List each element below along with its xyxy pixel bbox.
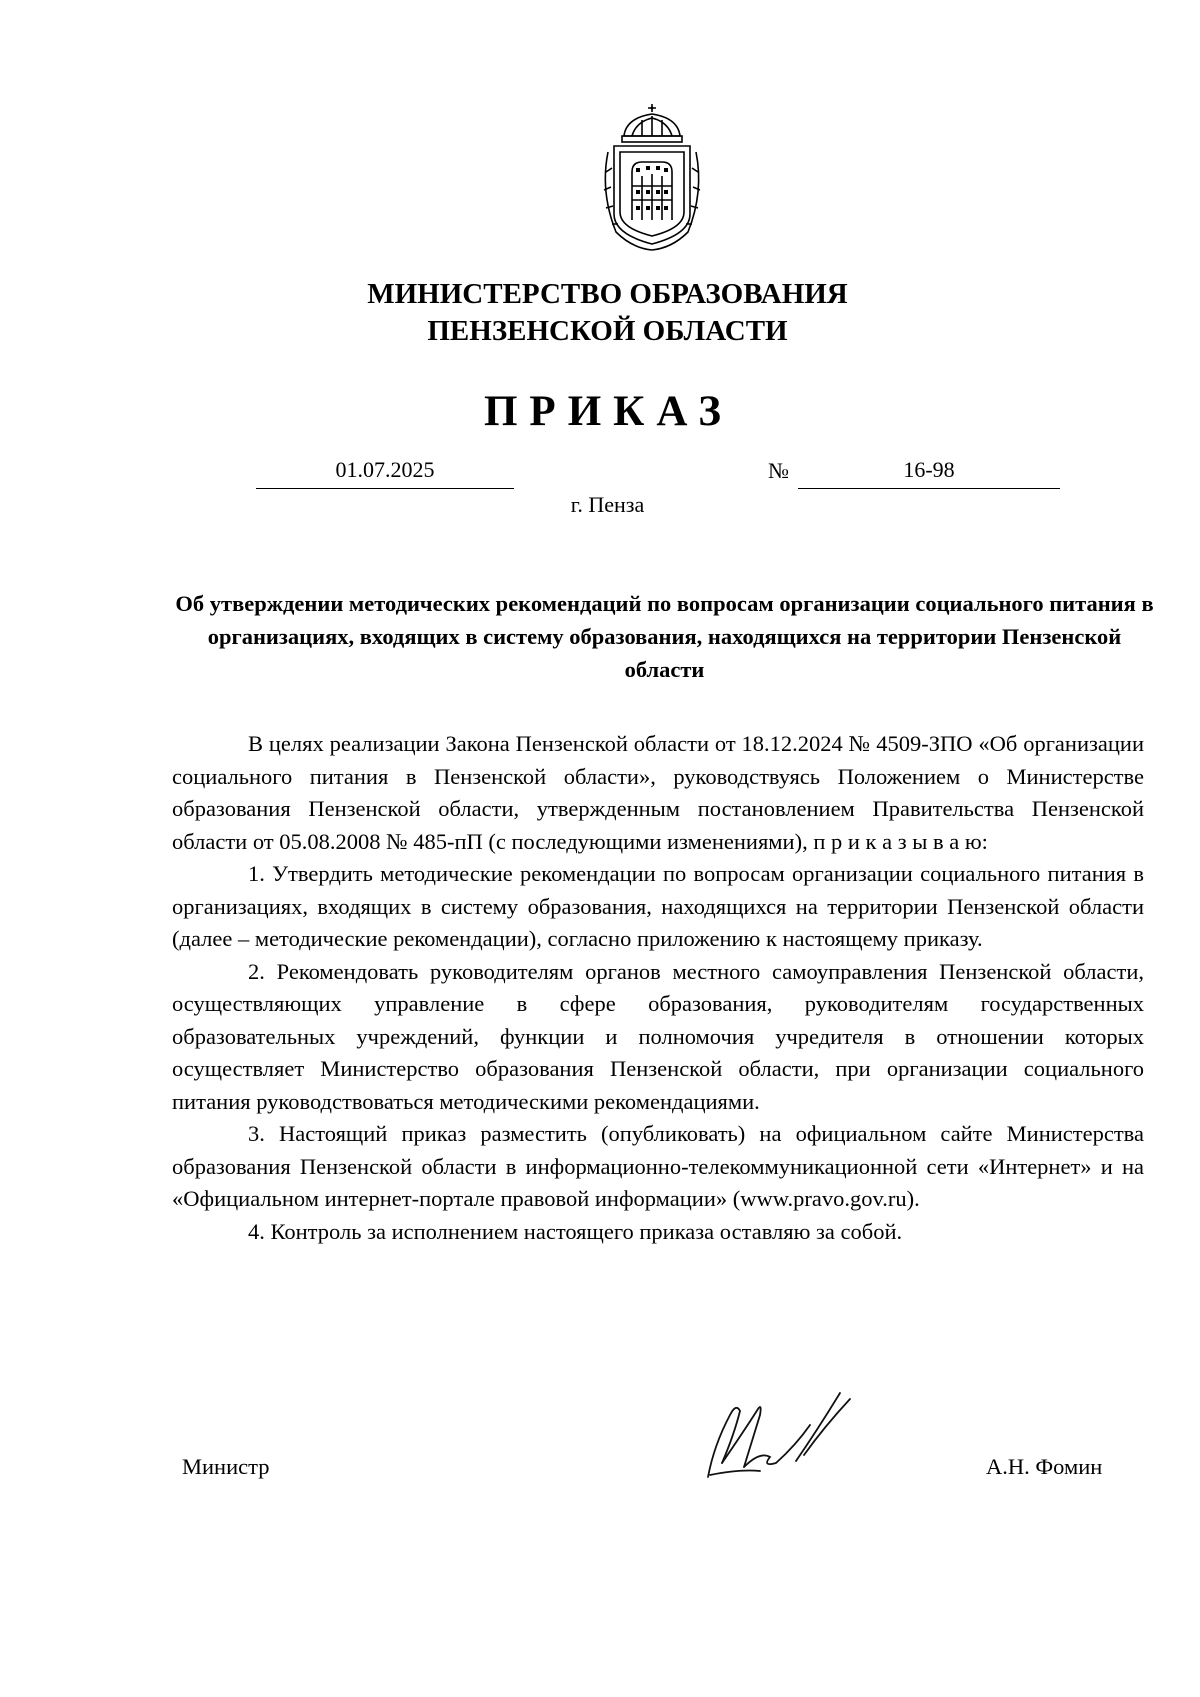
ministry-line-2: ПЕНЗЕНСКОЙ ОБЛАСТИ: [427, 315, 788, 347]
ministry-line-1: МИНИСТЕРСТВО ОБРАЗОВАНИЯ: [367, 278, 848, 310]
document-number: 16-98: [798, 456, 1060, 489]
body-item-4: 4. Контроль за исполнением настоящего приказа оставляю за собой.: [248, 1218, 903, 1244]
document-body: [172, 728, 1144, 1248]
ministry-name: [0, 276, 1200, 350]
body-item-2: 2. Рекомендовать руководителям органов местного самоуправления Пензенской области, осуществляющих управление в сфере образования, руководителям государственных образовательных учреждений, функции и полномочия учредителя в отношении которых осуществляет Министерство образования Пензенской области, при организации социального питания руководствоваться методическими рекомендациями.: [172, 958, 1144, 1114]
document-date: 01.07.2025: [256, 456, 514, 489]
coat-of-arms-icon: [596, 102, 708, 254]
signatory-name: А.Н. Фомин: [986, 1454, 1103, 1479]
signatory-title: Министр: [182, 1454, 270, 1479]
body-item-3: 3. Настоящий приказ разместить (опубликовать) на официальном сайте Министерства образования Пензенской области в информационно-телекоммуникационной сети «Интернет» и на «Официальном интернет-портале правовой информации» (www.pravo.gov.ru).: [172, 1121, 1144, 1211]
document-city: г. Пенза: [570, 492, 645, 517]
number-sign: №: [768, 458, 789, 483]
document-type-title: ПРИКАЗ: [483, 388, 734, 435]
handwritten-signature-icon: [700, 1385, 860, 1485]
body-intro: В целях реализации Закона Пензенской области от 18.12.2024 № 4509-ЗПО «Об организации социального питания в Пензенской области», руководствуясь Положением о Министерстве образования Пензенской области, утвержденным постановлением Правительства Пензенской области от 05.08.2008 № 485-пП (с последующими изменениями), п р и к а з ы в а ю:: [172, 731, 1144, 854]
body-item-1: 1. Утвердить методические рекомендации по вопросам организации социального питания в организациях, входящих в систему образования, находящихся на территории Пензенской области (далее – методические рекомендации), согласно приложению к настоящему приказу.: [172, 861, 1144, 951]
document-subject: Об утверждении методических рекомендаций по вопросам организации социального питания в организациях, входящих в систему образования, находящихся на территории Пензенской области: [175, 591, 1154, 682]
